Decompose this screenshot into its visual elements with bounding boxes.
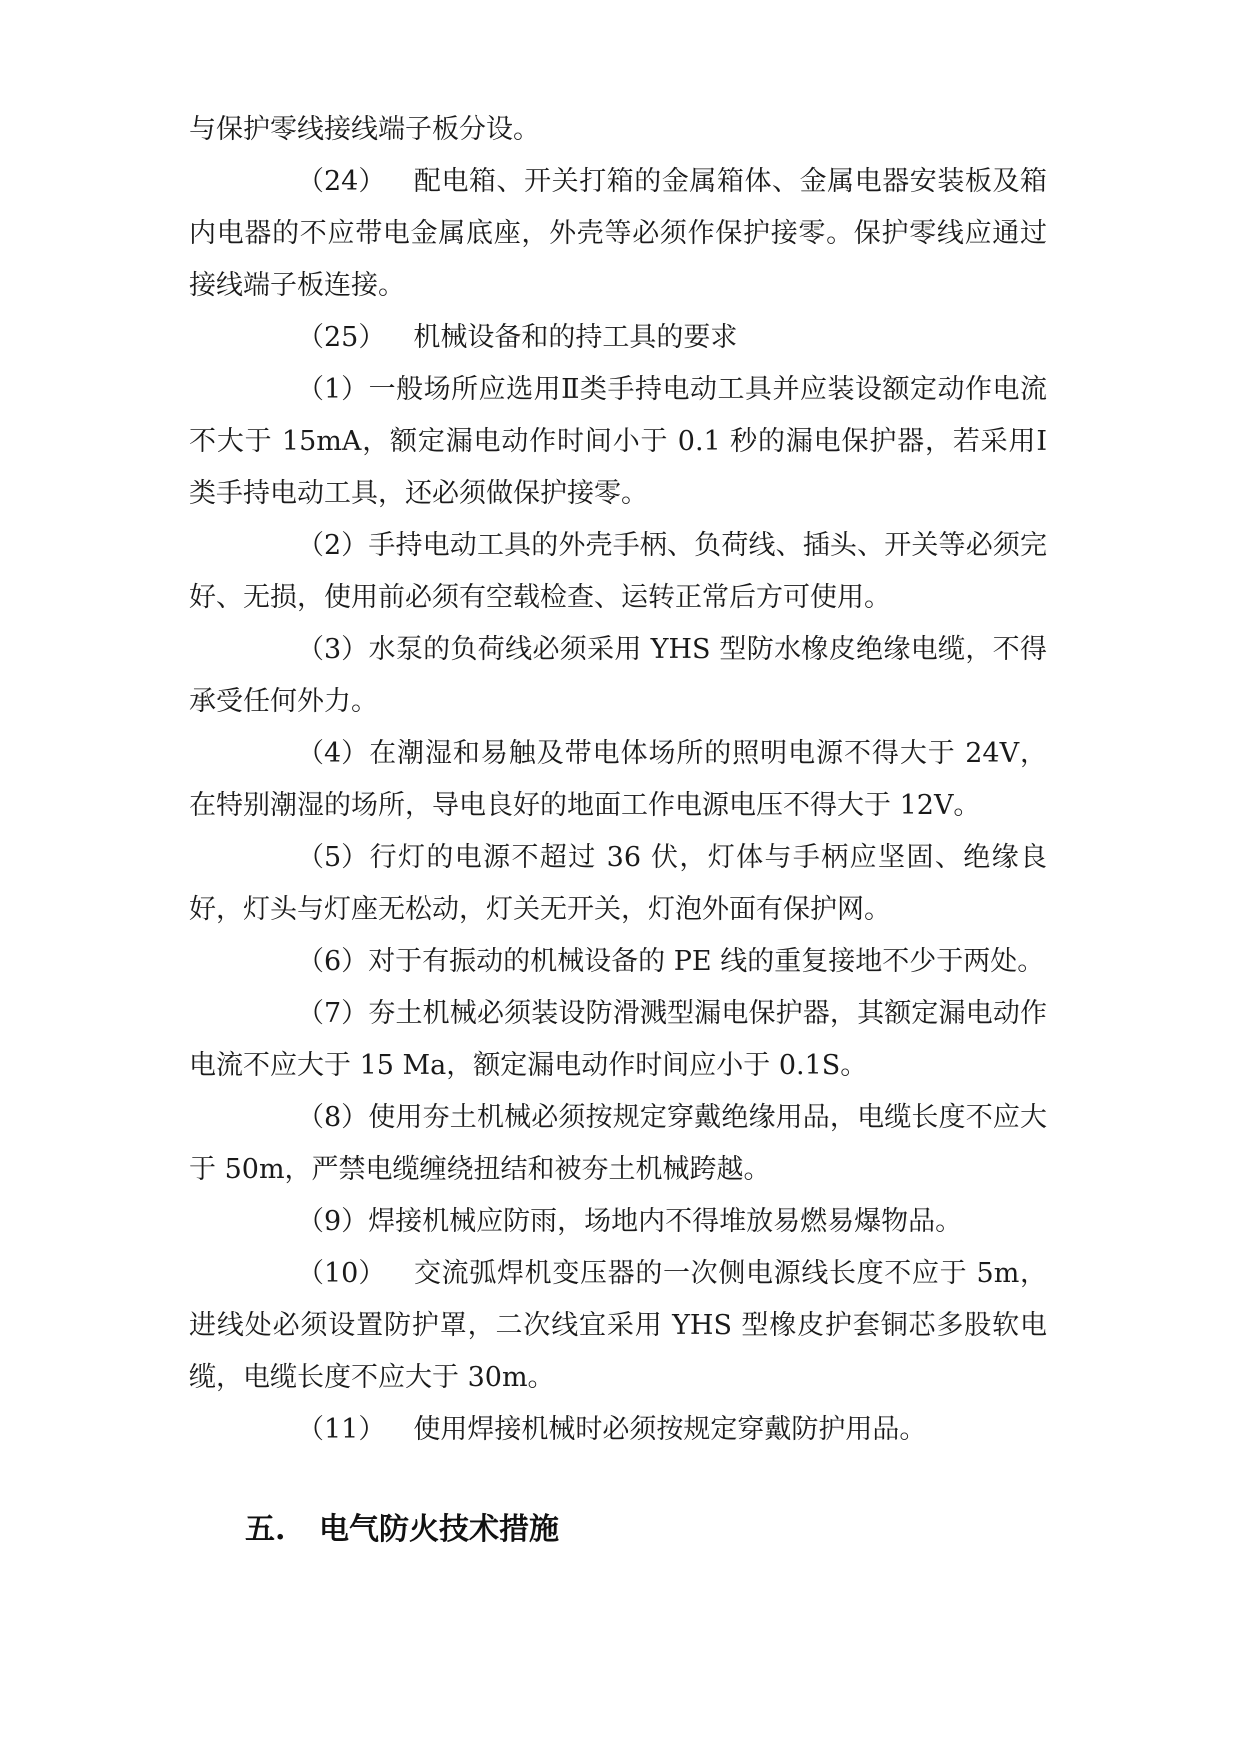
paragraph-item-11 xyxy=(189,1404,1047,1456)
document-body xyxy=(189,104,1047,1556)
paragraph-text: 夯土机械必须装设防滑溅型漏电保护器，其额定漏电动作电流不应大于 15 Ma，额定漏电动作时间应小于 0.1S。 xyxy=(189,998,1047,1081)
item-number: （6） xyxy=(297,946,369,977)
paragraph-text: 配电箱、开关打箱的金属箱体、金属电器安装板及箱内电器的不应带电金属底座，外壳等必须作保护接零。保护零线应通过接线端子板连接。 xyxy=(189,166,1047,301)
paragraph-item-10 xyxy=(189,1248,1047,1404)
paragraph-text: 交流弧焊机变压器的一次侧电源线长度不应于 5m，进线处必须设置防护罩，二次线宜采用 YHS 型橡皮护套铜芯多股软电缆，电缆长度不应大于 30m。 xyxy=(189,1258,1047,1393)
paragraph-text: 行灯的电源不超过 36 伏，灯体与手柄应坚固、绝缘良好，灯头与灯座无松动，灯关无开关，灯泡外面有保护网。 xyxy=(189,842,1047,925)
item-number: （4） xyxy=(297,738,369,769)
item-number: （3） xyxy=(297,634,369,665)
paragraph-item-6 xyxy=(189,936,1047,988)
paragraph-item-2 xyxy=(189,520,1047,624)
paragraph-continuation xyxy=(189,104,1047,156)
paragraph-item-1 xyxy=(189,364,1047,520)
item-number: （1） xyxy=(297,374,369,405)
paragraph-text: 对于有振动的机械设备的 PE 线的重复接地不少于两处。 xyxy=(368,946,1045,977)
paragraph-text: 与保护零线接线端子板分设。 xyxy=(189,114,540,145)
paragraph-item-9 xyxy=(189,1196,1047,1248)
item-number: （25） xyxy=(297,322,386,353)
paragraph-text: 手持电动工具的外壳手柄、负荷线、插头、开关等必须完好、无损，使用前必须有空载检查、运转正常后方可使用。 xyxy=(189,530,1047,613)
paragraph-text: 水泵的负荷线必须采用 YHS 型防水橡皮绝缘电缆，不得承受任何外力。 xyxy=(189,634,1047,717)
paragraph-item-24 xyxy=(189,156,1047,312)
item-number: （7） xyxy=(297,998,369,1029)
item-number: （5） xyxy=(297,842,369,873)
paragraph-item-3 xyxy=(189,624,1047,728)
section-heading xyxy=(189,1504,1047,1556)
paragraph-text: 使用焊接机械时必须按规定穿戴防护用品。 xyxy=(413,1414,927,1445)
paragraph-text: 一般场所应选用Ⅱ类手持电动工具并应装设额定动作电流不大于 15mA，额定漏电动作时间小于 0.1 秒的漏电保护器，若采用Ⅰ类手持电动工具，还必须做保护接零。 xyxy=(189,374,1047,509)
item-number: （9） xyxy=(297,1206,369,1237)
paragraph-item-25 xyxy=(189,312,1047,364)
item-number: （10） xyxy=(297,1258,386,1289)
paragraph-item-7 xyxy=(189,988,1047,1092)
paragraph-item-5 xyxy=(189,832,1047,936)
paragraph-item-4 xyxy=(189,728,1047,832)
section-title: 电气防火技术措施 xyxy=(319,1512,559,1547)
item-number: （24） xyxy=(297,166,386,197)
paragraph-text: 机械设备和的持工具的要求 xyxy=(413,322,738,353)
item-number: （11） xyxy=(297,1414,386,1445)
paragraph-text: 在潮湿和易触及带电体场所的照明电源不得大于 24V，在特别潮湿的场所，导电良好的地面工作电源电压不得大于 12V。 xyxy=(189,738,1047,821)
paragraph-text: 焊接机械应防雨，场地内不得堆放易燃易爆物品。 xyxy=(368,1206,963,1237)
item-number: （8） xyxy=(297,1102,369,1133)
section-number: 五. xyxy=(245,1512,286,1547)
paragraph-text: 使用夯土机械必须按规定穿戴绝缘用品，电缆长度不应大于 50m，严禁电缆缠绕扭结和被夯土机械跨越。 xyxy=(189,1102,1047,1185)
paragraph-item-8 xyxy=(189,1092,1047,1196)
item-number: （2） xyxy=(297,530,369,561)
